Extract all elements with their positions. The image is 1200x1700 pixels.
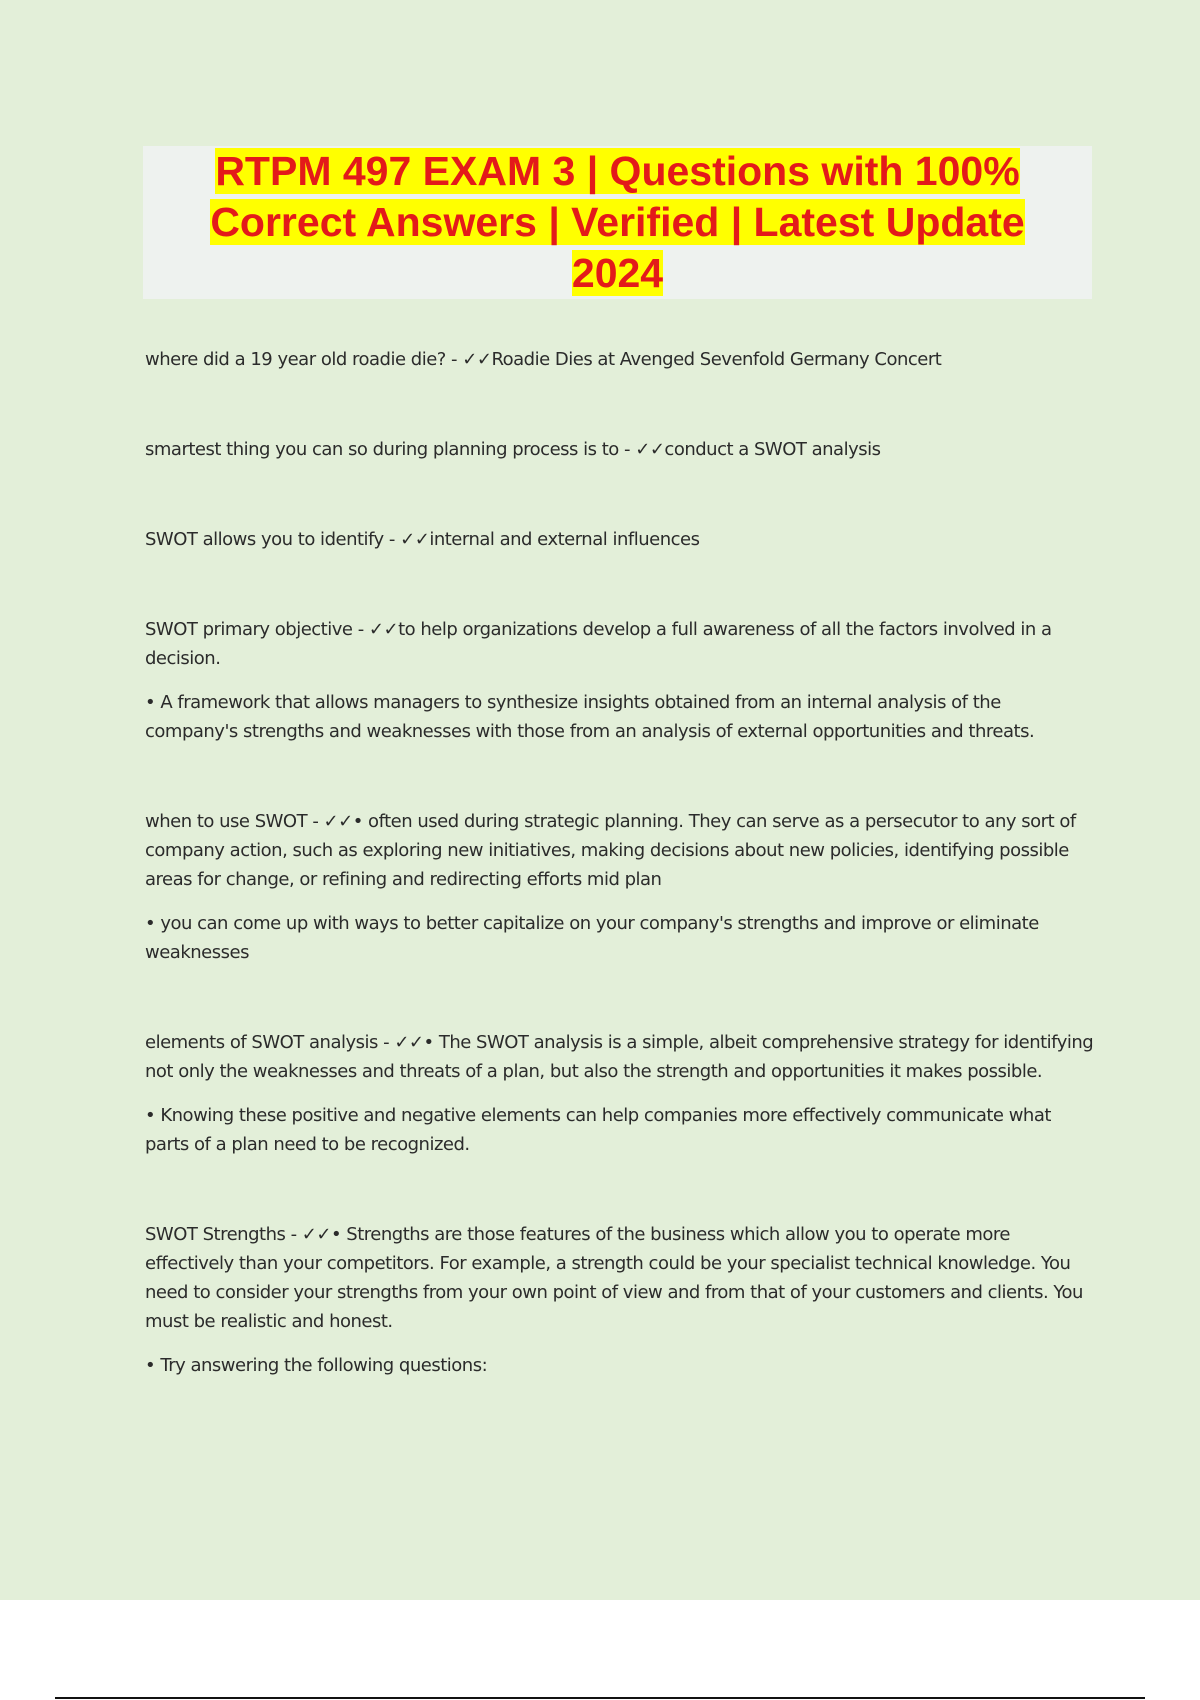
answer-text: Roadie Dies at Avenged Sevenfold Germany Concert bbox=[491, 349, 942, 370]
checkmark-separator: - ✓✓ bbox=[383, 529, 430, 550]
document-title bbox=[173, 146, 1063, 299]
qa-line bbox=[145, 345, 1095, 374]
answer-text: • often used during strategic planning. They can serve as a persecutor to any sort of company action, such as exploring new initiatives, making decisions about new policies, identifying possible areas for change, or refining and redirecting efforts mid plan bbox=[145, 811, 1076, 890]
checkmark-separator: - ✓✓ bbox=[377, 1032, 424, 1053]
qa-item bbox=[145, 615, 1095, 746]
bullet-point: • you can come up with ways to better capitalize on your company's strengths and improve or eliminate weaknesses bbox=[145, 913, 1039, 963]
question-text: elements of SWOT analysis bbox=[145, 1032, 378, 1053]
answer-text: • The SWOT analysis is a simple, albeit comprehensive strategy for identifying not only the weaknesses and threats of a plan, but also the strength and opportunities it makes possible. bbox=[145, 1032, 1094, 1082]
question-text: when to use SWOT bbox=[145, 811, 308, 832]
qa-item bbox=[145, 1028, 1095, 1159]
answer-text: conduct a SWOT analysis bbox=[664, 439, 881, 460]
question-text: SWOT Strengths bbox=[145, 1224, 286, 1245]
qa-item bbox=[145, 525, 1095, 554]
qa-line bbox=[145, 615, 1095, 673]
question-text: smartest thing you can so during planning process is to bbox=[145, 439, 619, 460]
qa-list bbox=[145, 345, 1095, 1441]
qa-line bbox=[145, 1220, 1095, 1336]
question-text: SWOT primary objective bbox=[145, 619, 353, 640]
checkmark-separator: - ✓✓ bbox=[445, 349, 492, 370]
qa-item bbox=[145, 435, 1095, 464]
bullet-point: • Try answering the following questions: bbox=[145, 1355, 488, 1376]
title-box bbox=[143, 146, 1092, 299]
checkmark-separator: - ✓✓ bbox=[618, 439, 665, 460]
question-text: where did a 19 year old roadie die? bbox=[145, 349, 446, 370]
question-text: SWOT allows you to identify bbox=[145, 529, 384, 550]
bullet-point: • Knowing these positive and negative elements can help companies more effectively communicate what parts of a plan need to be recognized. bbox=[145, 1105, 1051, 1155]
qa-line bbox=[145, 1028, 1095, 1086]
qa-item bbox=[145, 1220, 1095, 1380]
qa-line bbox=[145, 435, 1095, 464]
answer-text: to help organizations develop a full awareness of all the factors involved in a decision. bbox=[145, 619, 1052, 669]
qa-line bbox=[145, 525, 1095, 554]
checkmark-separator: - ✓✓ bbox=[307, 811, 353, 832]
qa-line bbox=[145, 807, 1095, 894]
checkmark-separator: - ✓✓ bbox=[352, 619, 399, 640]
qa-item bbox=[145, 807, 1095, 967]
qa-item bbox=[145, 345, 1095, 374]
answer-text: internal and external influences bbox=[429, 529, 700, 550]
checkmark-separator: - ✓✓ bbox=[285, 1224, 331, 1245]
bullet-point: • A framework that allows managers to synthesize insights obtained from an internal analysis of the company's strengths and weaknesses with those from an analysis of external opportunities and threats. bbox=[145, 692, 1035, 742]
bottom-divider bbox=[55, 1697, 1145, 1699]
answer-text: • Strengths are those features of the business which allow you to operate more effectively than your competitors. For example, a strength could be your specialist technical knowledge. You need to consider your strengths from your own point of view and from that of your customers and clients. You must be realistic and honest. bbox=[145, 1224, 1083, 1332]
document-title-text: RTPM 497 EXAM 3 | Questions with 100% Correct Answers | Verified | Latest Update 2024 bbox=[210, 148, 1025, 296]
